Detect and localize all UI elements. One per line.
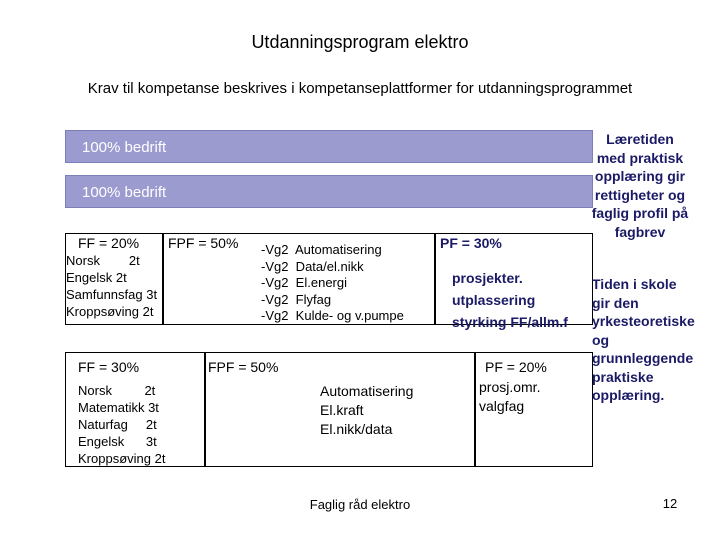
vg1-subject: Norsk 2t: [78, 383, 156, 398]
apprentice-bar-2: 100% bedrift: [65, 175, 593, 208]
side-note-line: praktiske: [592, 368, 654, 385]
vg1-subject: Engelsk 3t: [78, 434, 157, 449]
vg2-ff-box: [65, 233, 163, 325]
vg2-program: -Vg2 Automatisering: [261, 242, 382, 257]
vg1-fpf-item: El.kraft: [320, 402, 364, 418]
vg2-pf-item: styrking FF/allm.f: [452, 314, 568, 330]
vg2-program: -Vg2 Kulde- og v.pumpe: [261, 308, 404, 323]
side-note-line: med praktisk: [596, 149, 684, 166]
vg2-pf-items: [452, 267, 568, 333]
vg1-subject: Matematikk 3t: [78, 400, 159, 415]
vg1-ff-box: [65, 352, 205, 467]
vg2-ff-header: FF = 20%: [78, 235, 140, 251]
side-note-line: grunnleggende: [592, 350, 694, 366]
side-note-school: [592, 275, 695, 405]
vg1-pf-box: [475, 352, 593, 467]
vg1-subject: Kroppsøving 2t: [78, 451, 166, 466]
vg2-fpf-header: FPF = 50%: [168, 235, 239, 251]
vg2-program-list: [261, 242, 404, 325]
side-note-line: opplæring gir: [594, 168, 686, 184]
vg2-ff-subjects: [66, 252, 157, 320]
slide-subtitle: Krav til kompetanse beskrives i kompetanseplattformer for utdanningsprogrammet: [87, 80, 633, 97]
side-note-line: Læretiden: [606, 131, 674, 147]
side-note-apprenticeship: [590, 130, 690, 241]
vg1-fpf-item: El.nikk/data: [320, 421, 393, 437]
side-note-line: yrkesteoretiske: [592, 313, 695, 329]
side-note-line: gir den: [592, 294, 639, 311]
page-number: 12: [662, 496, 678, 511]
vg2-program: -Vg2 Data/el.nikk: [261, 258, 364, 274]
vg1-ff-header: FF = 30%: [78, 359, 140, 375]
side-note-line: Tiden i skole: [592, 276, 677, 292]
footer-text: Faglig råd elektro: [309, 497, 411, 512]
side-note-line: fagbrev: [614, 223, 666, 240]
slide-title: Utdanningsprogram elektro: [251, 32, 469, 52]
apprentice-bar-1: 100% bedrift: [65, 130, 593, 163]
vg1-fpf-item: Automatisering: [320, 383, 414, 399]
vg2-program: -Vg2 Flyfag: [261, 291, 332, 307]
side-note-line: opplæring.: [592, 387, 665, 403]
vg2-fpf-box: [163, 233, 435, 325]
vg2-subject: Samfunnsfag 3t: [66, 287, 158, 302]
side-note-line: rettigheter og: [594, 186, 686, 203]
vg1-pf-header: PF = 20%: [485, 359, 547, 375]
vg1-subject: Naturfag 2t: [78, 417, 157, 432]
vg2-subject: Engelsk 2t: [66, 270, 127, 285]
vg2-subject: Kroppsøving 2t: [66, 304, 154, 319]
vg2-pf-item: prosjekter.: [452, 270, 523, 286]
vg1-pf-item: prosj.omr.: [479, 379, 541, 395]
vg2-pf-box: [435, 233, 593, 330]
vg1-pf-items: [479, 378, 540, 416]
vg2-program: -Vg2 El.energi: [261, 275, 347, 290]
vg2-subject: Norsk 2t: [66, 253, 140, 268]
vg1-fpf-items: [320, 382, 413, 439]
vg2-pf-header: PF = 30%: [440, 235, 502, 251]
vg1-fpf-box: [205, 352, 475, 467]
vg2-pf-item: utplassering: [452, 292, 536, 308]
side-note-line: faglig profil på: [591, 205, 689, 221]
vg1-fpf-header: FPF = 50%: [208, 359, 279, 375]
side-note-line: og: [592, 331, 610, 348]
vg1-pf-item: valgfag: [479, 398, 525, 414]
vg1-ff-subjects: [78, 382, 165, 467]
